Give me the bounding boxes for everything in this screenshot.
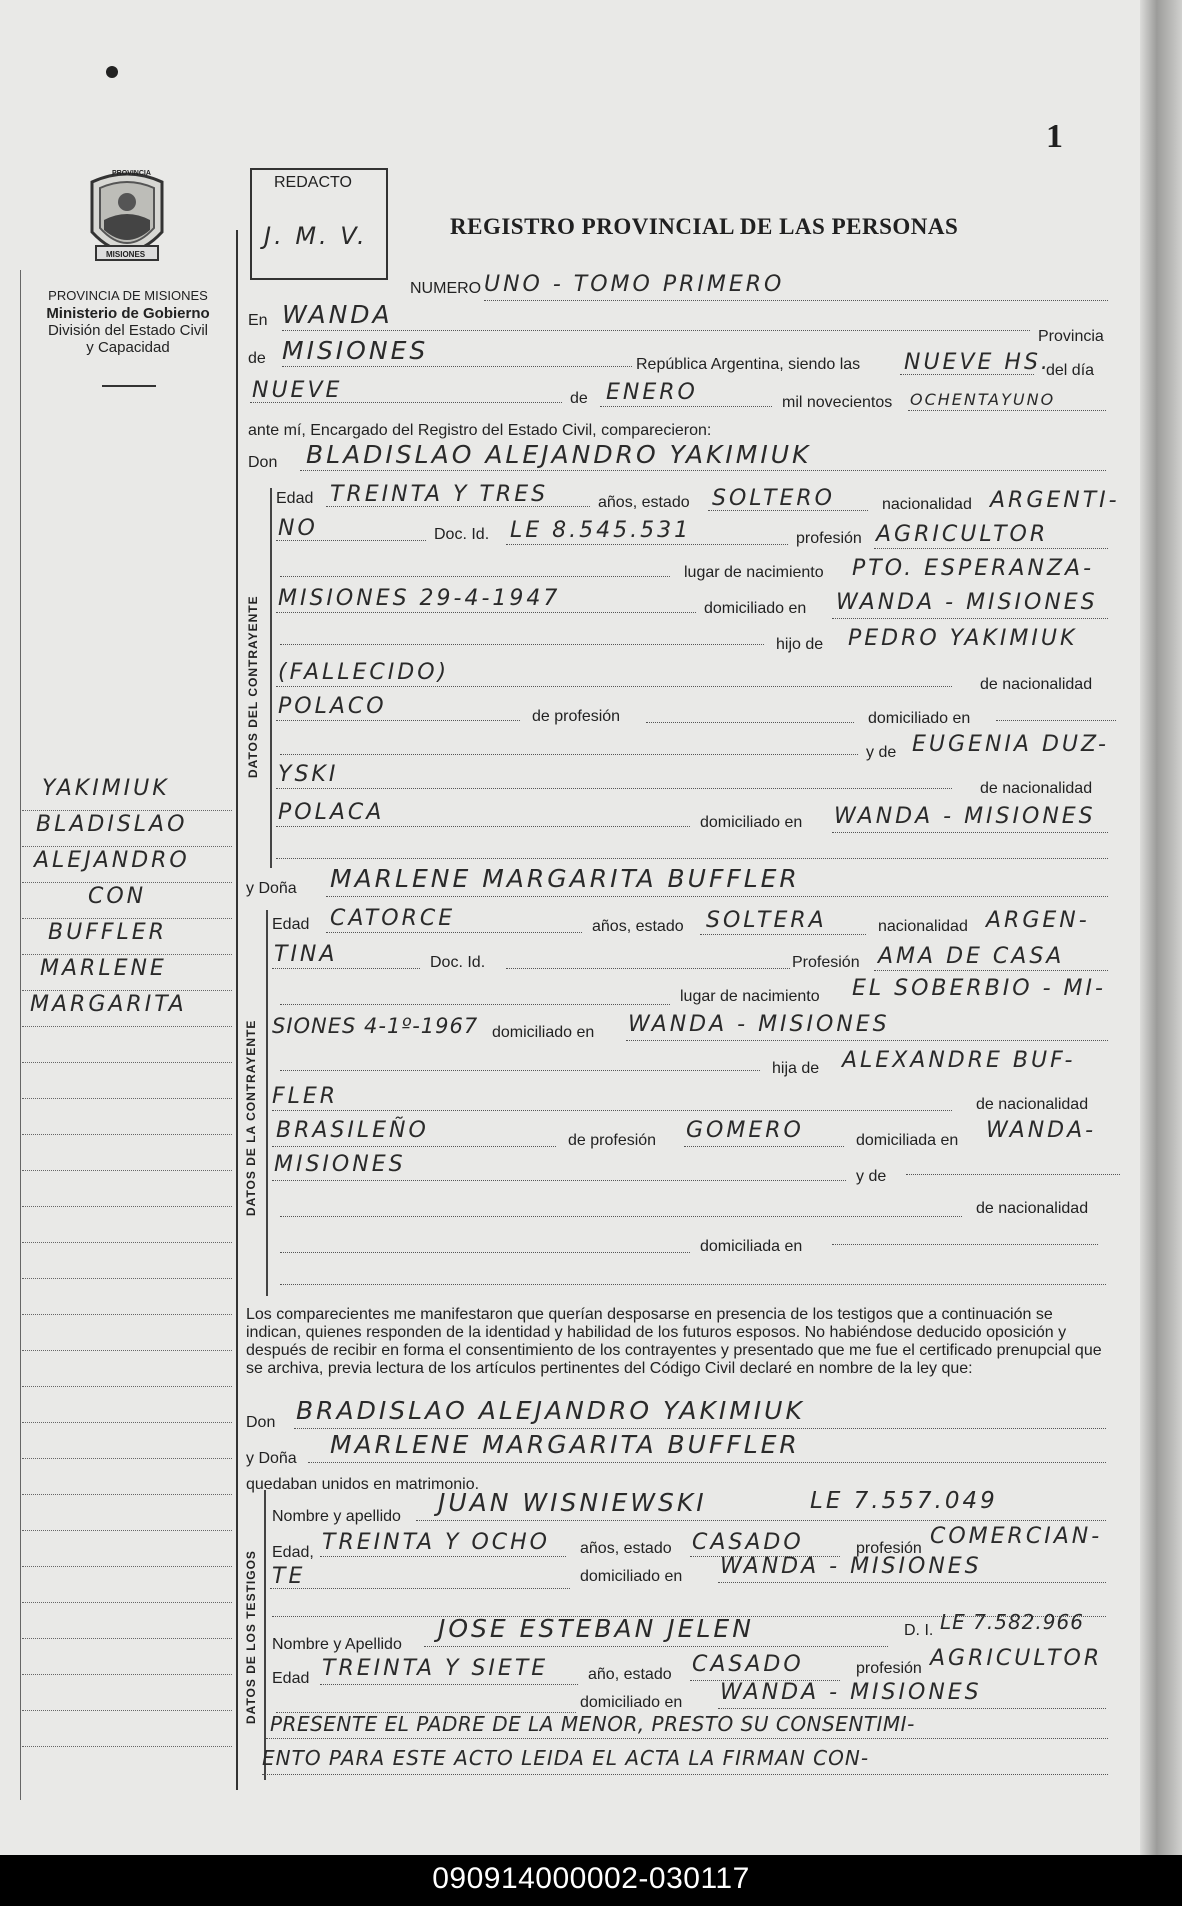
groom-mother-nacionalidad: POLACA [278, 800, 385, 825]
union-bride-name: MARLENE MARGARITA BUFFLER [330, 1430, 800, 1459]
witness1-profesion-cont: TE [272, 1564, 306, 1589]
binding-edge [1140, 0, 1182, 1855]
groom-profesion-line [874, 548, 1108, 549]
header-divider [102, 385, 156, 387]
witness1-name-line [416, 1520, 1106, 1521]
groom-mother-domiciliado-label: domiciliado en [700, 814, 803, 831]
bride-y-de-label: y de [856, 1168, 887, 1185]
crest-top-text: PROVINCIA [112, 170, 151, 177]
groom-edad-line [326, 506, 590, 507]
groom-name: BLADISLAO ALEJANDRO YAKIMIUK [306, 440, 812, 469]
witness1-edad-line [320, 1556, 566, 1557]
groom-mother-name: EUGENIA DUZ- [912, 732, 1109, 757]
bride-profesion-label: Profesión [792, 954, 860, 971]
groom-estado-value: SOLTERO [712, 486, 835, 511]
bride-father-name-cont: FLER [272, 1084, 339, 1109]
redacto-label: REDACTO [274, 174, 352, 191]
margin-note-line: MARGARITA [30, 992, 187, 1017]
ministry-label: Ministerio de Gobierno [46, 305, 210, 322]
anio-value: OCHENTAYUNO [910, 390, 1056, 409]
bride-mother-domiciliada-label: domiciliada en [700, 1238, 803, 1255]
groom-father-name-cont: (FALLECIDO) [278, 660, 450, 685]
witness2-doc: LE 7.582.966 [940, 1610, 1084, 1634]
de-label: de [248, 350, 266, 367]
en-value: WANDA [282, 300, 393, 329]
bride-hija-label: hija de [772, 1060, 820, 1077]
groom-domiciliado-label: domiciliado en [704, 600, 807, 617]
bride-section-label: DATOS DE LA CONTRAYENTE [244, 1019, 258, 1216]
province-label: PROVINCIA DE MISIONES [48, 288, 208, 303]
groom-nacionalidad-value-cont: NO [278, 516, 318, 541]
witness1-domicilio: WANDA - MISIONES [720, 1554, 982, 1579]
union-groom-line [294, 1428, 1106, 1429]
groom-father-nacionalidad: POLACO [278, 694, 387, 719]
witness1-edad: TREINTA Y OCHO [322, 1530, 551, 1555]
mes-line [600, 406, 772, 407]
bride-anios-label: años, estado [592, 918, 684, 935]
bride-estado-value: SOLTERA [706, 908, 827, 933]
margin-note-line: YAKIMIUK [42, 776, 170, 801]
union-closing: quedaban unidos en matrimonio. [246, 1476, 480, 1493]
groom-mother-nac-label: de nacionalidad [980, 780, 1093, 797]
en-label: En [248, 312, 268, 329]
bride-father-line [272, 1110, 952, 1111]
groom-lugar-blank [280, 576, 670, 577]
groom-lugar-value-cont: MISIONES 29-4-1947 [278, 586, 561, 611]
groom-profesion-value: AGRICULTOR [876, 522, 1049, 547]
ministry-header [22, 288, 234, 356]
bride-nacionalidad-value-cont: TINA [274, 942, 338, 967]
groom-anios-label: años, estado [598, 494, 690, 511]
witness2-anios-label: año, estado [588, 1666, 672, 1683]
bride-doc-line [506, 968, 790, 969]
groom-section-bracket [270, 488, 272, 868]
witness2-name-line [424, 1646, 888, 1647]
crest-bottom-text: MISIONES [106, 250, 146, 259]
witness2-profesion: AGRICULTOR [930, 1646, 1103, 1671]
groom-edad-value: TREINTA Y TRES [330, 482, 549, 507]
bride-end-line [280, 1284, 1106, 1285]
witness-section-bracket [264, 1490, 266, 1780]
groom-lugar-value: PTO. ESPERANZA- [852, 556, 1095, 581]
de-value: MISIONES [282, 336, 429, 365]
bride-father-prof-line [684, 1146, 844, 1147]
bride-section-bracket [266, 910, 268, 1296]
bride-domicilio-line [626, 1040, 1108, 1041]
margin-column-border [236, 230, 238, 1790]
bride-estado-line [700, 934, 866, 935]
bride-profesion-line [874, 970, 1108, 971]
closing-note-line-1-rule [266, 1738, 1108, 1739]
bride-father-domicilio-cont: MISIONES [274, 1152, 406, 1177]
bride-lugar-value-cont: SIONES 4-1º-1967 [272, 1014, 479, 1038]
bride-mother-nac-line [280, 1252, 690, 1253]
bride-hija-blank [280, 1070, 760, 1071]
groom-father-dom-line [996, 720, 1116, 721]
witness2-edad-line [320, 1684, 578, 1685]
statement-paragraph: Los comparecientes me manifestaron que querían desposarse en presencia de los testigos que a continuación se indican, quienes responden de la identidad y habilidad de los futuros esposos. No habiéndose deducido oposición y después de recibir en forma el consentimiento de los contrayentes y presentado que me fue el certificado prenupcial que se archiva, previa lectura de los artículos pertinentes del Código Civil declaré en nombre de la ley que: [246, 1306, 1102, 1377]
closing-note-line-2-rule [262, 1774, 1108, 1775]
numero-line [484, 300, 1108, 301]
groom-edad-label: Edad [276, 490, 314, 507]
dia-value: NUEVE [252, 378, 343, 403]
bride-father-nac-line [272, 1146, 556, 1147]
del-dia-label: del día [1046, 362, 1095, 379]
bride-edad-label: Edad [272, 916, 310, 933]
witness1-domiciliado-label: domiciliado en [580, 1568, 683, 1585]
bride-lugar-value: EL SOBERBIO - MI- [852, 976, 1106, 1001]
groom-mother-dom-line [832, 832, 1108, 833]
de-line [282, 366, 632, 367]
groom-mother-line [276, 788, 952, 789]
union-don-label: Don [246, 1414, 276, 1431]
groom-father-nac-label: de nacionalidad [980, 676, 1093, 693]
groom-domicilio-value: WANDA - MISIONES [836, 590, 1098, 615]
left-border [20, 270, 21, 1800]
groom-estado-line [708, 510, 868, 511]
punch-hole [106, 66, 118, 78]
witness2-doc-label: D. I. [904, 1622, 934, 1639]
groom-mother-nac-line [276, 826, 690, 827]
groom-doc-line [506, 544, 788, 545]
groom-profesion-label: profesión [796, 530, 862, 547]
groom-father-profesion-label: de profesión [532, 708, 621, 725]
numero-value: UNO - TOMO PRIMERO [484, 272, 785, 297]
groom-nacionalidad-label: nacionalidad [882, 496, 972, 513]
bride-lugar-label: lugar de nacimiento [680, 988, 820, 1005]
groom-father-name: PEDRO YAKIMIUK [848, 626, 1078, 651]
bride-name-line [326, 896, 1108, 897]
witness2-edad: TREINTA Y SIETE [322, 1656, 549, 1681]
bride-mother-blank [280, 1216, 962, 1217]
hora-value: NUEVE HS. [904, 350, 1051, 375]
bride-father-nac-label: de nacionalidad [976, 1096, 1089, 1113]
bride-nacionalidad-value: ARGEN- [986, 908, 1090, 933]
groom-section-label: DATOS DEL CONTRAYENTE [246, 595, 260, 778]
de2-label: de [570, 390, 588, 407]
division-label: División del Estado Civil [47, 322, 209, 339]
dona-label: y Doña [246, 880, 297, 897]
bride-mother-dom-line [832, 1244, 1098, 1245]
witness2-domicilio-line [718, 1708, 1106, 1709]
groom-father-prof-line [646, 722, 854, 723]
witness1-edad-label: Edad, [272, 1544, 314, 1561]
groom-father-nac-line [276, 720, 520, 721]
ante-mi-text: ante mí, Encargado del Registro del Estado Civil, comparecieron: [248, 422, 712, 439]
margin-note-line: MARLENE [40, 956, 167, 981]
witness1-doc: LE 7.557.049 [810, 1488, 998, 1514]
witness2-domiciliado-label: domiciliado en [580, 1694, 683, 1711]
republica-label: República Argentina, siendo las [636, 356, 861, 373]
witness2-domicilio: WANDA - MISIONES [720, 1680, 982, 1705]
witness2-edad-label: Edad [272, 1670, 310, 1687]
bride-mother-nac-label: de nacionalidad [976, 1200, 1089, 1217]
bride-edad-value: CATORCE [330, 906, 456, 931]
bride-father-nacionalidad: BRASILEÑO [276, 1118, 429, 1143]
groom-nac-cont-line [276, 540, 426, 541]
witness1-name: JUAN WISNIEWSKI [438, 1488, 707, 1517]
groom-lugar-label: lugar de nacimiento [684, 564, 824, 581]
groom-hijo-label: hijo de [776, 636, 824, 653]
bride-lugar-blank [280, 1004, 670, 1005]
union-bride-line [308, 1462, 1106, 1463]
groom-mother-name-cont: YSKI [278, 762, 339, 787]
dia-line [250, 402, 562, 403]
numero-label: NUMERO [410, 280, 482, 297]
union-dona-label: y Doña [246, 1450, 297, 1467]
bride-domicilio-value: WANDA - MISIONES [628, 1012, 890, 1037]
hora-line [900, 374, 1034, 375]
groom-hijo-blank [280, 644, 764, 645]
bride-nac-cont-line [272, 968, 420, 969]
groom-doc-value: LE 8.545.531 [510, 518, 692, 543]
bride-father-domiciliada-label: domiciliada en [856, 1132, 959, 1149]
witness2-estado: CASADO [692, 1652, 804, 1677]
en-line [282, 330, 1030, 331]
don-label: Don [248, 454, 278, 471]
bride-father-name: ALEXANDRE BUF- [842, 1048, 1076, 1073]
bride-profesion-value: AMA DE CASA [878, 944, 1065, 969]
groom-father-line [276, 686, 952, 687]
closing-note-line-1: PRESENTE EL PADRE DE LA MENOR, PRESTO SU CONSENTIMI- [270, 1712, 915, 1736]
groom-doc-label: Doc. Id. [434, 526, 490, 543]
page-number: 1 [1046, 118, 1063, 155]
mil-label: mil novecientos [782, 394, 893, 411]
scan-id: 090914000002-030117 [432, 1862, 750, 1895]
closing-note-line-2: ENTO PARA ESTE ACTO LEIDA EL ACTA LA FIRMAN CON- [262, 1746, 870, 1770]
groom-blank-line [280, 754, 858, 755]
margin-note-line: CON [88, 884, 147, 909]
bride-doc-label: Doc. Id. [430, 954, 486, 971]
redacto-initials: J. M. V. [264, 222, 368, 250]
margin-note-line: BUFFLER [48, 920, 167, 945]
bride-father-domicilio: WANDA- [986, 1118, 1097, 1143]
union-groom-name: BRADISLAO ALEJANDRO YAKIMIUK [296, 1396, 805, 1425]
bride-name: MARLENE MARGARITA BUFFLER [330, 864, 800, 893]
witness1-nombre-label: Nombre y apellido [272, 1508, 401, 1525]
bride-father-profesion: GOMERO [686, 1118, 804, 1143]
witness1-prof-cont-line [270, 1588, 570, 1589]
margin-note-line: ALEJANDRO [34, 848, 190, 873]
groom-line [300, 470, 1106, 471]
witness1-domicilio-line [718, 1582, 1106, 1583]
witness1-estado: CASADO [692, 1530, 804, 1555]
witness2-nombre-label: Nombre y Apellido [272, 1636, 402, 1653]
provincia-label: Provincia [1038, 328, 1104, 345]
witness1-profesion: COMERCIAN- [930, 1524, 1103, 1549]
anio-line [908, 410, 1106, 411]
bride-nacionalidad-label: nacionalidad [878, 918, 968, 935]
witness1-profesion-label: profesión [856, 1540, 922, 1557]
bride-mother-line [906, 1174, 1120, 1175]
capacity-label: y Capacidad [86, 339, 170, 356]
groom-y-de-label: y de [866, 744, 897, 761]
groom-domicilio-line [832, 618, 1108, 619]
witness-section-label: DATOS DE LOS TESTIGOS [244, 1550, 258, 1724]
witness2-name: JOSE ESTEBAN JELEN [438, 1614, 754, 1643]
bride-father-dom-line [272, 1180, 846, 1181]
witness2-profesion-label: profesión [856, 1660, 922, 1677]
document-title: REGISTRO PROVINCIAL DE LAS PERSONAS [450, 214, 959, 239]
groom-nacionalidad-value: ARGENTI- [990, 488, 1120, 513]
margin-note-line: BLADISLAO [36, 812, 188, 837]
bride-edad-line [326, 932, 582, 933]
groom-father-domiciliado-label: domiciliado en [868, 710, 971, 727]
mes-value: ENERO [606, 380, 698, 405]
witness1-anios-label: años, estado [580, 1540, 672, 1557]
bride-domiciliado-label: domiciliado en [492, 1024, 595, 1041]
bride-father-profesion-label: de profesión [568, 1132, 657, 1149]
groom-end-line [276, 858, 1108, 859]
groom-mother-domicilio: WANDA - MISIONES [834, 804, 1096, 829]
groom-lugar-cont-line [276, 612, 696, 613]
